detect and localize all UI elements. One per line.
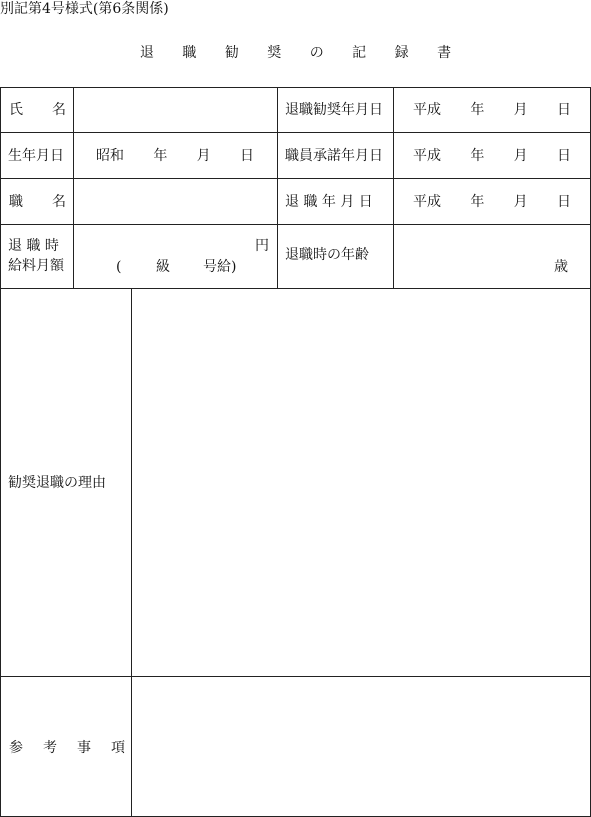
grade-go: 号給) [203, 259, 237, 275]
birth-date-label: 生年月日 [8, 148, 64, 164]
retirement-recommendation-date-field[interactable]: 平成 年 月 日 [413, 102, 571, 118]
salary-label-line1: 退 職 時 [8, 238, 59, 254]
employee-consent-date-label: 職員承諾年月日 [285, 148, 383, 164]
position-field[interactable] [74, 179, 277, 224]
row-divider [0, 132, 591, 133]
salary-unit: 円 [255, 238, 269, 254]
name-label: 氏 名 [9, 102, 66, 118]
retirement-date-field[interactable]: 平成 年 月 日 [413, 194, 571, 210]
birth-date-field[interactable]: 昭和 年 月 日 [96, 148, 254, 164]
retirement-date-label: 退 職 年 月 日 [285, 194, 373, 210]
notes-field[interactable] [132, 677, 590, 816]
record-table [0, 87, 591, 817]
position-label: 職 名 [9, 194, 66, 210]
table-border-left [0, 87, 1, 817]
salary-label-line2: 給料月額 [8, 258, 64, 274]
age-at-retirement-label: 退職時の年齢 [285, 247, 369, 263]
retirement-recommendation-date-label: 退職勧奨年月日 [285, 102, 383, 118]
employee-consent-date-field[interactable]: 平成 年 月 日 [413, 148, 571, 164]
grade-open-paren: ( [116, 259, 122, 275]
reason-field[interactable] [132, 289, 590, 676]
notes-label: 参 考 事 項 [9, 740, 125, 756]
form-number: 別記第4号様式(第6条関係) [0, 1, 169, 17]
column-divider [277, 87, 278, 288]
grade-kyu: 級 [156, 259, 170, 275]
row-divider [0, 224, 591, 225]
salary-grade[interactable] [116, 258, 236, 276]
name-field[interactable] [74, 88, 277, 132]
column-divider [393, 87, 394, 288]
age-unit: 歳 [554, 259, 568, 275]
reason-label: 勧奨退職の理由 [8, 475, 106, 491]
document-title: 退 職 勧 奨 の 記 録 書 [139, 45, 464, 61]
